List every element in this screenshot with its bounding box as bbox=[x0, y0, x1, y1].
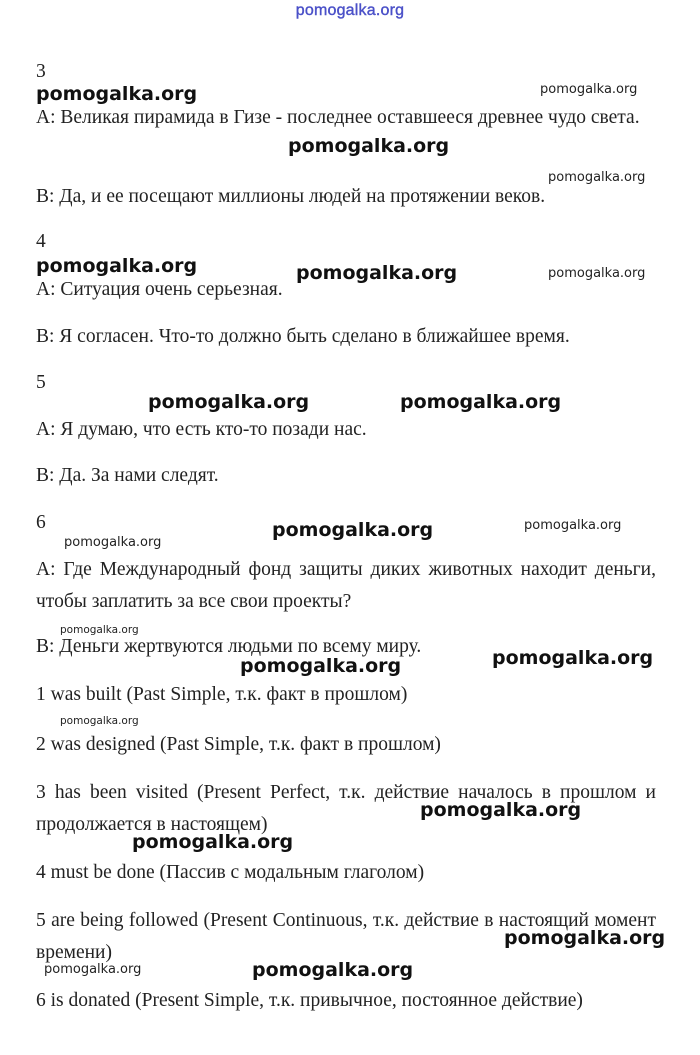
answer-item: 3 has been visited (Present Perfect, т.к. действие началось в прошлом и продолжается в настоящем) bbox=[36, 782, 656, 835]
answer-item: 1 was built (Past Simple, т.к. факт в прошлом) bbox=[36, 684, 408, 705]
answer-item: 2 was designed (Past Simple, т.к. факт в прошлом) bbox=[36, 734, 441, 755]
watermark: pomogalka.org bbox=[60, 715, 139, 727]
watermark: pomogalka.org bbox=[36, 83, 198, 105]
watermark: pomogalka.org bbox=[132, 831, 294, 853]
dialogue-line-a: A: Где Международный фонд защиты диких животных находит деньги, чтобы заплатить за все свои проекты? bbox=[36, 559, 656, 612]
watermark: pomogalka.org bbox=[44, 962, 142, 977]
section-number: 3 bbox=[36, 61, 46, 82]
watermark: pomogalka.org bbox=[60, 624, 139, 636]
watermark: pomogalka.org bbox=[548, 170, 646, 185]
watermark: pomogalka.org bbox=[524, 518, 622, 533]
watermark: pomogalka.org bbox=[288, 135, 450, 157]
section-number: 5 bbox=[36, 372, 46, 393]
dialogue-line-b: B: Да. За нами следят. bbox=[36, 465, 219, 486]
section-number: 6 bbox=[36, 512, 46, 533]
watermark: pomogalka.org bbox=[504, 927, 666, 949]
watermark: pomogalka.org bbox=[36, 255, 198, 277]
dialogue-line-b: B: Да, и ее посещают миллионы людей на протяжении веков. bbox=[36, 186, 546, 207]
watermark: pomogalka.org bbox=[240, 655, 402, 677]
watermark: pomogalka.org bbox=[252, 959, 414, 981]
watermark: pomogalka.org bbox=[148, 391, 310, 413]
answer-item: 5 are being followed (Present Continuous, т.к. действие в настоящий момент времени) bbox=[36, 910, 656, 963]
watermark: pomogalka.org bbox=[420, 799, 582, 821]
section-number: 4 bbox=[36, 231, 46, 252]
watermark: pomogalka.org bbox=[296, 262, 458, 284]
watermark: pomogalka.org bbox=[400, 391, 562, 413]
watermark: pomogalka.org bbox=[272, 519, 434, 541]
dialogue-line-b: B: Деньги жертвуются людьми по всему миру. bbox=[36, 636, 422, 657]
answer-item: 6 is donated (Present Simple, т.к. привычное, постоянное действие) bbox=[36, 990, 583, 1011]
dialogue-line-a: A: Ситуация очень серьезная. bbox=[36, 279, 283, 300]
dialogue-line-a: A: Великая пирамида в Гизе - последнее оставшееся древнее чудо света. bbox=[36, 107, 640, 128]
dialogue-line-a: A: Я думаю, что есть кто-то позади нас. bbox=[36, 419, 367, 440]
dialogue-line-b: B: Я согласен. Что-то должно быть сделано в ближайшее время. bbox=[36, 326, 570, 347]
watermark: pomogalka.org bbox=[548, 266, 646, 281]
watermark: pomogalka.org bbox=[64, 535, 162, 550]
watermark: pomogalka.org bbox=[540, 82, 638, 97]
site-header-watermark: pomogalka.org bbox=[295, 2, 405, 19]
watermark: pomogalka.org bbox=[492, 647, 654, 669]
answer-item: 4 must be done (Пассив с модальным глаголом) bbox=[36, 862, 425, 883]
